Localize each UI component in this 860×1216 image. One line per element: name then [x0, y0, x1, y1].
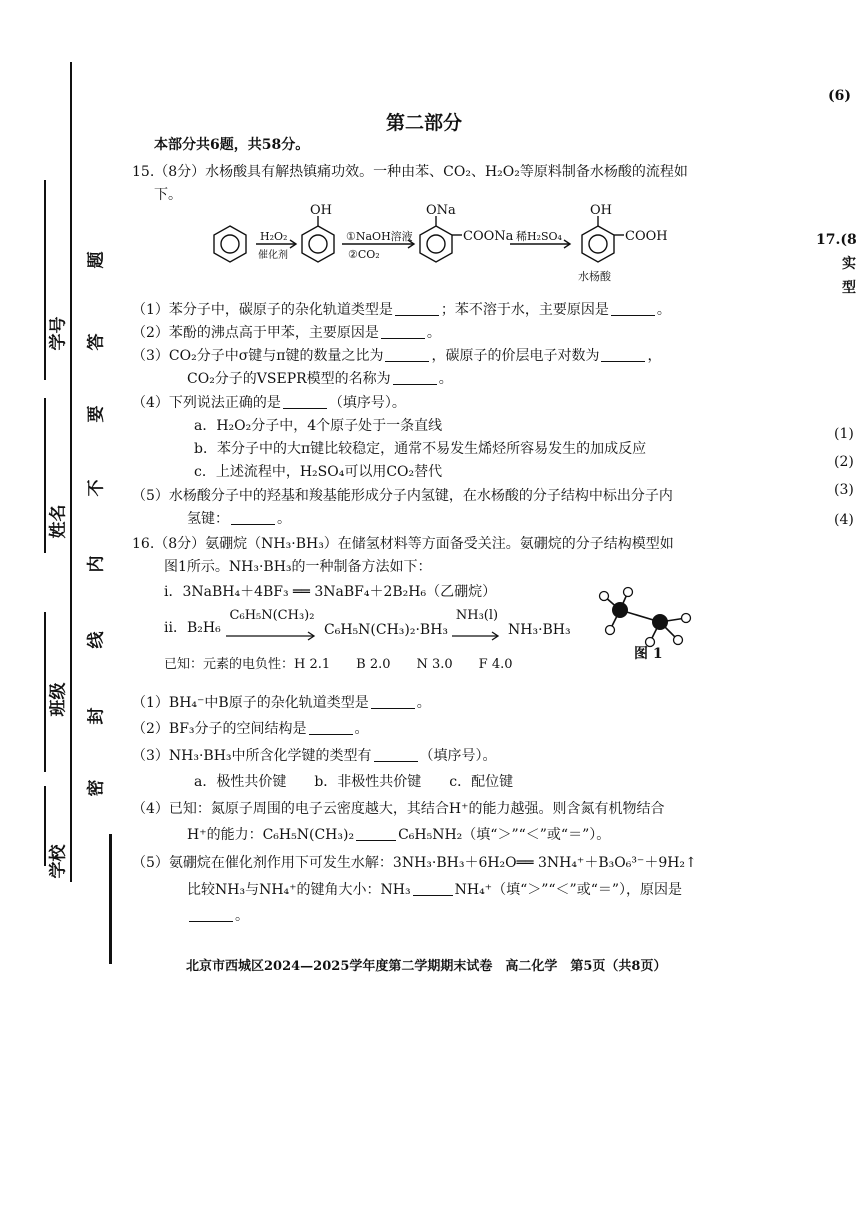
arrow-1-reagent-top: H₂O₂ [260, 230, 288, 243]
atom-heavy-2 [652, 614, 668, 630]
class-label: 班级 [48, 682, 69, 717]
sodium-salicylate-aromatic-circle [427, 235, 445, 253]
phenol-oh-label: OH [310, 203, 332, 218]
student-id-label: 学号 [48, 316, 69, 351]
atom-h6 [674, 636, 683, 645]
q15-part5: （5）水杨酸分子中的羟基和羧基能形成分子内氢键，在水杨酸的分子结构中标出分子内 [132, 488, 673, 504]
q16-equation-ii-left: ii．B₂H₆ [164, 620, 221, 636]
page-corner-tag: (6) [828, 88, 851, 104]
seal-char-bu: 不 [86, 479, 107, 497]
q15-part4-option-b: b．苯分子中的大π键比较稳定，通常不易发生烯烃所容易发生的加成反应 [194, 441, 647, 457]
cooh-label: COOH [625, 229, 668, 244]
binding-line-outer [70, 62, 72, 882]
q16-known-electronegativity: 已知：元素的电负性：H 2.1 B 2.0 N 3.0 F 4.0 [164, 657, 513, 672]
q15-part3-line2: CO₂分子的VSEPR模型的名称为 。 [187, 371, 453, 387]
benzene-aromatic-circle [221, 235, 239, 253]
right-fragment-shi: 实 [842, 256, 856, 272]
q16-equation-ii-arrow2 [452, 606, 502, 645]
q16-stem-line2: 图1所示。NH₃·BH₃的一种制备方法如下： [164, 559, 432, 575]
atom-h4 [682, 614, 691, 623]
atom-h1 [600, 592, 609, 601]
arrow-3-reagent-top: 稀H₂SO₄ [516, 230, 562, 243]
seal-char-mi: 密 [86, 779, 107, 797]
seal-char-feng: 封 [86, 707, 107, 725]
q15-part4-option-c: c．上述流程中，H₂SO₄可以用CO₂替代 [194, 464, 443, 480]
benzene-ring [214, 226, 246, 262]
ona-label: ONa [426, 203, 456, 218]
section-intro: 本部分共6题，共58分。 [154, 137, 310, 153]
phenol-ring [302, 226, 334, 262]
page-footer: 北京市西城区2024—2025学年度第二学期期末试卷 高二化学 第5页（共8页） [186, 959, 667, 974]
seal-char-da: 答 [86, 333, 107, 351]
q16-equation-ii-mid: C₆H₅N(CH₃)₂·BH₃ [324, 622, 449, 638]
product-name-label: 水杨酸 [578, 270, 611, 283]
arrow-ii-2 [452, 631, 502, 641]
q16-part5-line2: 比较NH₃与NH₄⁺的键角大小：NH₃ NH₄⁺（填“＞”“＜”或“＝”），原因是 [187, 882, 683, 898]
right-fragment-part1: (1) [834, 426, 854, 442]
sodium-salicylate-ring [420, 226, 452, 262]
q16-reagent-2: NH₃(l) [455, 608, 499, 623]
atom-h2 [624, 588, 633, 597]
school-label: 学校 [48, 844, 69, 879]
q16-part4-line2: H⁺的能力：C₆H₅N(CH₃)₂ C₆H₅NH₂（填“＞”“＜”或“＝”）。 [187, 827, 611, 843]
q16-part5: （5）氨硼烷在催化剂作用下可发生水解：3NH₃·BH₃＋6H₂O══ 3NH₄⁺＋B₃O₆³⁻＋9H₂↑ [132, 855, 697, 871]
q15-part4: （4）下列说法正确的是 （填序号）。 [132, 395, 406, 411]
seal-char-xian: 线 [86, 631, 107, 649]
arrow-2-reagent-bottom: ②CO₂ [348, 248, 380, 261]
q16-part3: （3）NH₃·BH₃中所含化学键的类型有 （填序号）。 [132, 748, 497, 764]
right-fragment-part4: (4) [834, 512, 854, 528]
q16-equation-i: i．3NaBH₄＋4BF₃ ══ 3NaBF₄＋2B₂H₆（乙硼烷） [164, 584, 497, 600]
binding-line-inner [109, 834, 112, 964]
q16-equation-ii-right: NH₃·BH₃ [508, 622, 571, 638]
q15-part3: （3）CO₂分子中σ键与π键的数量之比为 ，碳原子的价层电子对数为 ， [132, 348, 662, 364]
q16-equation-ii-arrow1 [226, 606, 318, 645]
q16-part4: （4）已知：氮原子周围的电子云密度越大，其结合H⁺的能力越强。则含氮有机物结合 [132, 801, 665, 817]
figure-1-label: 图 1 [634, 646, 663, 662]
q15-part1: （1）苯分子中，碳原子的杂化轨道类型是 ；苯不溶于水，主要原因是 。 [132, 302, 671, 318]
salicylic-acid-synthesis-scheme [200, 200, 700, 288]
q16-stem-line1: 16.（8分）氨硼烷（NH₃·BH₃）在储氢材料等方面备受关注。氨硼烷的分子结构模型如 [132, 536, 674, 552]
q15-part5-line2: 氢键： 。 [187, 511, 291, 527]
q15-part4-option-a: a．H₂O₂分子中，4个原子处于一条直线 [194, 418, 443, 434]
right-fragment-part2: (2) [834, 454, 854, 470]
right-fragment-xing: 型 [842, 280, 856, 296]
right-fragment-part3: (3) [834, 482, 854, 498]
q15-part2: （2）苯酚的沸点高于甲苯，主要原因是 。 [132, 325, 441, 341]
salicylic-acid-aromatic-circle [589, 235, 607, 253]
seal-char-ti: 题 [86, 251, 107, 269]
coona-label: COONa [463, 229, 514, 244]
salicylic-oh-label: OH [590, 203, 612, 218]
arrow-1-reagent-bottom: 催化剂 [258, 250, 288, 261]
q15-stem-line1: 15.（8分）水杨酸具有解热镇痛功效。一种由苯、CO₂、H₂O₂等原料制备水杨酸的流程如 [132, 164, 688, 180]
q16-part1: （1）BH₄⁻中B原子的杂化轨道类型是 。 [132, 695, 431, 711]
phenol-aromatic-circle [309, 235, 327, 253]
seal-char-nei: 内 [86, 555, 107, 573]
q16-part5-line3: 。 [187, 906, 249, 926]
q16-part2: （2）BF₃分子的空间结构是 。 [132, 721, 369, 737]
arrow-2-reagent-top: ①NaOH溶液 [346, 230, 413, 243]
q15-stem-line2: 下。 [154, 187, 182, 203]
seal-char-yao: 要 [86, 405, 107, 423]
q16-part3-options: a．极性共价键 b．非极性共价键 c．配位键 [194, 774, 514, 790]
q17-number-fragment: 17.(8 [816, 232, 857, 248]
arrow-ii-1 [226, 631, 318, 641]
name-label: 姓名 [48, 504, 69, 539]
atom-h3 [606, 626, 615, 635]
atom-heavy-1 [612, 602, 628, 618]
section-title: 第二部分 [386, 112, 463, 134]
salicylic-acid-ring [582, 226, 614, 262]
q16-reagent-1: C₆H₅N(CH₃)₂ [229, 608, 315, 623]
